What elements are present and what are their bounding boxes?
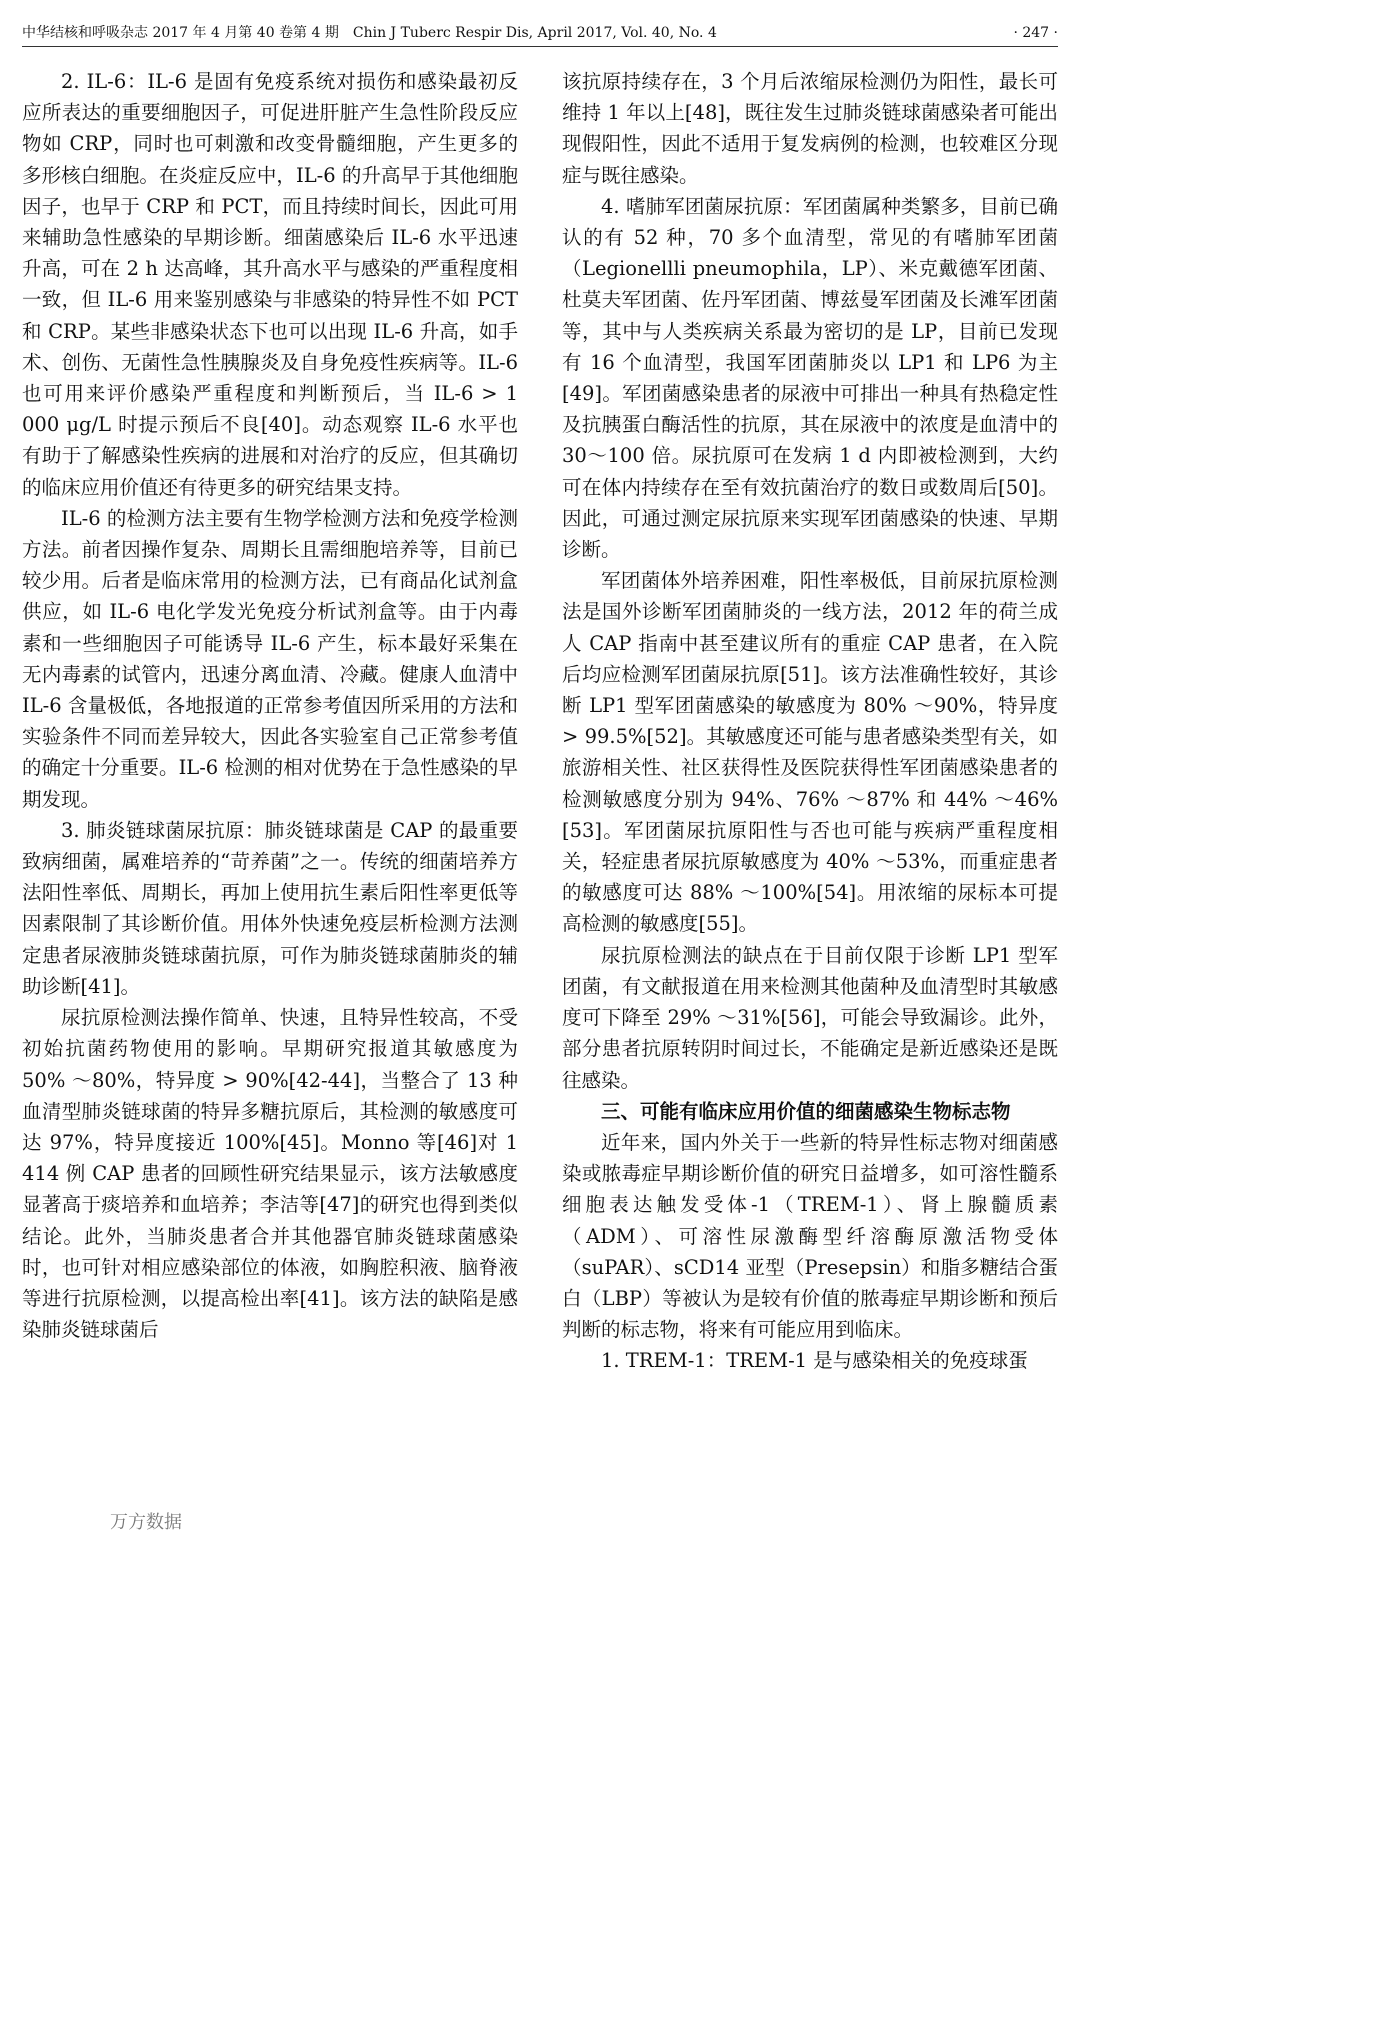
running-header <box>22 20 1058 47</box>
watermark: 万方数据 <box>110 1512 182 1533</box>
section-heading: 三、可能有临床应用价值的细菌感染生物标志物 <box>601 1099 1011 1123</box>
journal-citation: 中华结核和呼吸杂志 2017 年 4 月第 40 卷第 4 期 Chin J Tuberc Respir Dis, April 2017, Vol. 40, No. 4 <box>22 25 717 41</box>
paragraph-antigen-limitations: 尿抗原检测法的缺点在于目前仅限于诊断 LP1 型军团菌，有文献报道在用来检测其他菌种及血清型时其敏感度可下降至 29% ～31%[56]，可能会导致漏诊。此外，部分患者抗原转阴时间过长，不能确定是新近感染还是既往感染。 <box>562 943 1058 1092</box>
paragraph-il6-methods: IL-6 的检测方法主要有生物学检测方法和免疫学检测方法。前者因操作复杂、周期长且需细胞培养等，目前已较少用。后者是临床常用的检测方法，已有商品化试剂盒供应，如 IL-6 电化学发光免疫分析试剂盒等。由于内毒素和一些细胞因子可能诱导 IL-6 产生，标本最好采集在无内毒素的试管内，迅速分离血清、冷藏。健康人血清中 IL-6 含量极低，各地报道的正常参考值因所采用的方法和实验条件不同而差异较大，因此各实验室自己正常参考值的确定十分重要。IL-6 检测的相对优势在于急性感染的早期发现。 <box>22 506 518 811</box>
paragraph-new-biomarkers: 近年来，国内外关于一些新的特异性标志物对细菌感染或脓毒症早期诊断价值的研究日益增多，如可溶性髓系细胞表达触发受体-1（TREM-1）、肾上腺髓质素（ADM）、可溶性尿激酶型纤溶酶原激活物受体（suPAR）、sCD14 亚型（Presepsin）和脂多糖结合蛋白（LBP）等被认为是较有价值的脓毒症早期诊断和预后判断的标志物，将来有可能应用到临床。 <box>562 1130 1058 1342</box>
paragraph-il6-intro: 2. IL-6：IL-6 是固有免疫系统对损伤和感染最初反应所表达的重要细胞因子，可促进肝脏产生急性阶段反应物如 CRP，同时也可刺激和改变骨髓细胞，产生更多的多形核白细胞。在炎症反应中，IL-6 的升高早于其他细胞因子，也早于 CRP 和 PCT，而且持续时间长，因此可用来辅助急性感染的早期诊断。细菌感染后 IL-6 水平迅速升高，可在 2 h 达高峰，其升高水平与感染的严重程度相一致，但 IL-6 用来鉴别感染与非感染的特异性不如 PCT 和 CRP。某些非感染状态下也可以出现 IL-6 升高，如手术、创伤、无菌性急性胰腺炎及自身免疫性疾病等。IL-6 也可用来评价感染严重程度和判断预后，当 IL-6 > 1 000 μg/L 时提示预后不良[40]。动态观察 IL-6 水平也有助于了解感染性疾病的进展和对治疗的反应，但其确切的临床应用价值还有待更多的研究结果支持。 <box>22 70 518 499</box>
paragraph-trem1: 1. TREM-1：TREM-1 是与感染相关的免疫球蛋 <box>601 1349 1028 1373</box>
paragraph-legionella-culture: 军团菌体外培养困难，阳性率极低，目前尿抗原检测法是国外诊断军团菌肺炎的一线方法，2012 年的荷兰成人 CAP 指南中甚至建议所有的重症 CAP 患者，在入院后均应检测军团菌尿抗原[51]。该方法准确性较好，其诊断 LP1 型军团菌感染的敏感度为 80% ～90%，特异度 > 99.5%[52]。其敏感度还可能与患者感染类型有关，如旅游相关性、社区获得性及医院获得性军团菌感染患者的检测敏感度分别为 94%、76% ～87% 和 44% ～46%[53]。军团菌尿抗原阳性与否也可能与疾病严重程度相关，轻症患者尿抗原敏感度为 40% ～53%，而重症患者的敏感度可达 88% ～100%[54]。用浓缩的尿标本可提高检测的敏感度[55]。 <box>562 569 1058 936</box>
paragraph-pneumococcal-antigen: 3. 肺炎链球菌尿抗原：肺炎链球菌是 CAP 的最重要致病细菌，属难培养的“苛养菌”之一。传统的细菌培养方法阳性率低、周期长，再加上使用抗生素后阳性率更低等因素限制了其诊断价值。用体外快速免疫层析检测方法测定患者尿液肺炎链球菌抗原，可作为肺炎链球菌肺炎的辅助诊断[41]。 <box>22 818 518 998</box>
paragraph-urine-antigen-test: 尿抗原检测法操作简单、快速，且特异性较高，不受初始抗菌药物使用的影响。早期研究报道其敏感度为 50% ～80%，特异度 > 90%[42-44]，当整合了 13 种血清型肺炎链球菌的特异多糖抗原后，其检测的敏感度可达 97%，特异度接近 100%[45]。Monno 等[46]对 1 414 例 CAP 患者的回顾性研究结果显示，该方法敏感度显著高于痰培养和血培养；李洁等[47]的研究也得到类似结论。此外，当肺炎患者合并其他器官肺炎链球菌感染时，也可针对相应感染部位的体液，如胸腔积液、脑脊液等进行抗原检测，以提高检出率[41]。该方法的缺陷是感染肺炎链球菌后 <box>22 1006 518 1342</box>
left-column <box>22 66 518 1536</box>
paragraph-legionella-antigen: 4. 嗜肺军团菌尿抗原：军团菌属种类繁多，目前已确认的有 52 种，70 多个血清型，常见的有嗜肺军团菌（Legionellli pneumophila，LP）、米克戴德军团菌、杜莫夫军团菌、佐丹军团菌、博兹曼军团菌及长滩军团菌等，其中与人类疾病关系最为密切的是 LP，目前已发现有 16 个血清型，我国军团菌肺炎以 LP1 和 LP6 为主[49]。军团菌感染患者的尿液中可排出一种具有热稳定性及抗胰蛋白酶活性的抗原，其在尿液中的浓度是血清中的 30～100 倍。尿抗原可在发病 1 d 内即被检测到，大约可在体内持续存在至有效抗菌治疗的数日或数周后[50]。因此，可通过测定尿抗原来实现军团菌感染的快速、早期诊断。 <box>562 194 1058 562</box>
paragraph-continuation: 该抗原持续存在，3 个月后浓缩尿检测仍为阳性，最长可维持 1 年以上[48]，既往发生过肺炎链球菌感染者可能出现假阳性，因此不适用于复发病例的检测，也较难区分现症与既往感染。 <box>562 70 1058 187</box>
right-column <box>562 66 1058 1536</box>
page-number: · 247 · <box>1013 25 1058 41</box>
